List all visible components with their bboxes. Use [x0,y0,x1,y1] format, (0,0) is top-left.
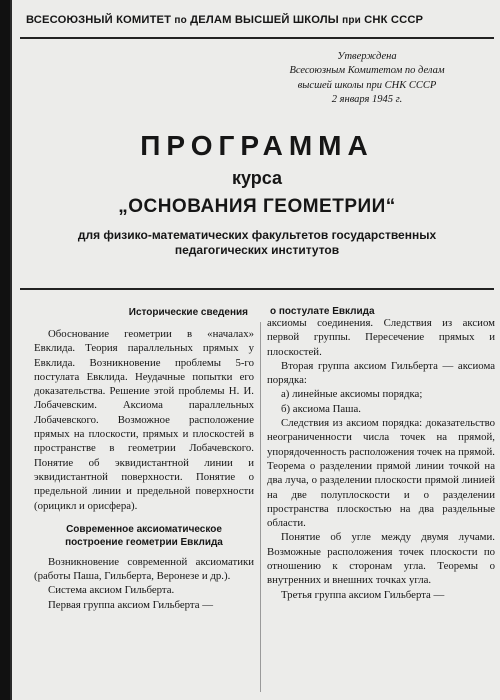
right-paragraph-1: аксиомы соединения. Следствия из аксиом первой группы. Пересечение прямых и плоскостей. [267,317,495,358]
right-paragraph-2: Вторая группа аксиом Гильберта — аксиома порядка: [267,359,495,387]
section2-paragraph-1: Возникновение современной аксиоматики (работы Паша, Гильберта, Веронезе и др.). [34,555,254,583]
section1-heading-right: о постулате Евклида [270,306,375,317]
approval-line-2: Всесоюзным Комитетом по делам [289,65,445,77]
course-label: курса [231,168,283,188]
section2-heading [34,523,254,549]
header-part1: ВСЕСОЮЗНЫЙ КОМИТЕТ [26,14,172,26]
issuing-body-header [26,14,491,26]
section2-heading-line-1: Современное аксиоматическое [66,523,222,535]
right-paragraph-3: Следствия из аксиом порядка: доказательство неограниченности числа точек на прямой, упорядоченность расположения точек на прямой. Теорема о разделении прямой линии точкой на два луча, о разделении плоскости прямой линией на две полуплоскости и о разделении пространства плоскостью на два раздельные области. [267,417,495,530]
section2-paragraph-3: Первая группа аксиом Гильберта — [48,598,214,611]
left-column [34,306,254,612]
document-page [10,0,500,700]
header-divider [20,37,494,39]
audience-text [32,228,482,258]
list-item-a: а) линейные аксиомы порядка; [281,388,423,401]
approval-line-3: высшей школы при СНК СССР [297,79,437,91]
body-divider [20,288,494,290]
audience-line-2: педагогических институтов [174,243,340,257]
list-item-b: б) аксиома Паша. [281,402,361,415]
section2-paragraph-2: Система аксиом Гильберта. [48,584,175,597]
approval-stamp [272,50,462,108]
header-part5: СНК СССР [364,14,424,26]
approval-line-1: Утверждена [337,51,397,62]
header-part4: при [342,15,361,26]
approval-date: 2 января 1945 г. [331,94,403,106]
column-divider [260,322,261,692]
audience-line-1: для физико-математических факультетов государственных [77,228,437,242]
right-paragraph-5: Третья группа аксиом Гильберта — [281,588,445,601]
header-part2: по [174,15,187,26]
right-paragraph-4: Понятие об угле между двумя лучами. Возможные расположения точек плоскости по отношению к сторонам угла. Теоремы о внутренних и внешних точках угла. [267,531,495,587]
section2-heading-line-2: построение геометрии Евклида [65,536,223,548]
section1-paragraph: Обоснование геометрии в «началах» Евклида. Теория параллельных прямых у Евклида. Возникновение проблемы 5-го постулата Евклида. Неудачные попытки его доказательства. Решение этой проблемы Н. И. Лобачевским. Аксиома параллельных Лобачевского. Возможное расположение прямых на плоскости, прямых и плоскостей в пространстве в геометрии Лобачевского. Понятие об эквидистантной линии и эквидистантной поверхности. Понятие о предельной линии и предельной поверхности (орицикл и орисфера). [34,328,254,512]
document-title: ПРОГРАММА [140,130,374,161]
right-column [267,316,495,602]
section1-heading-left: Исторические сведения [128,307,248,318]
header-part3: ДЕЛАМ ВЫСШЕЙ ШКОЛЫ [190,14,339,26]
course-subject: „ОСНОВАНИЯ ГЕОМЕТРИИ“ [118,196,396,217]
